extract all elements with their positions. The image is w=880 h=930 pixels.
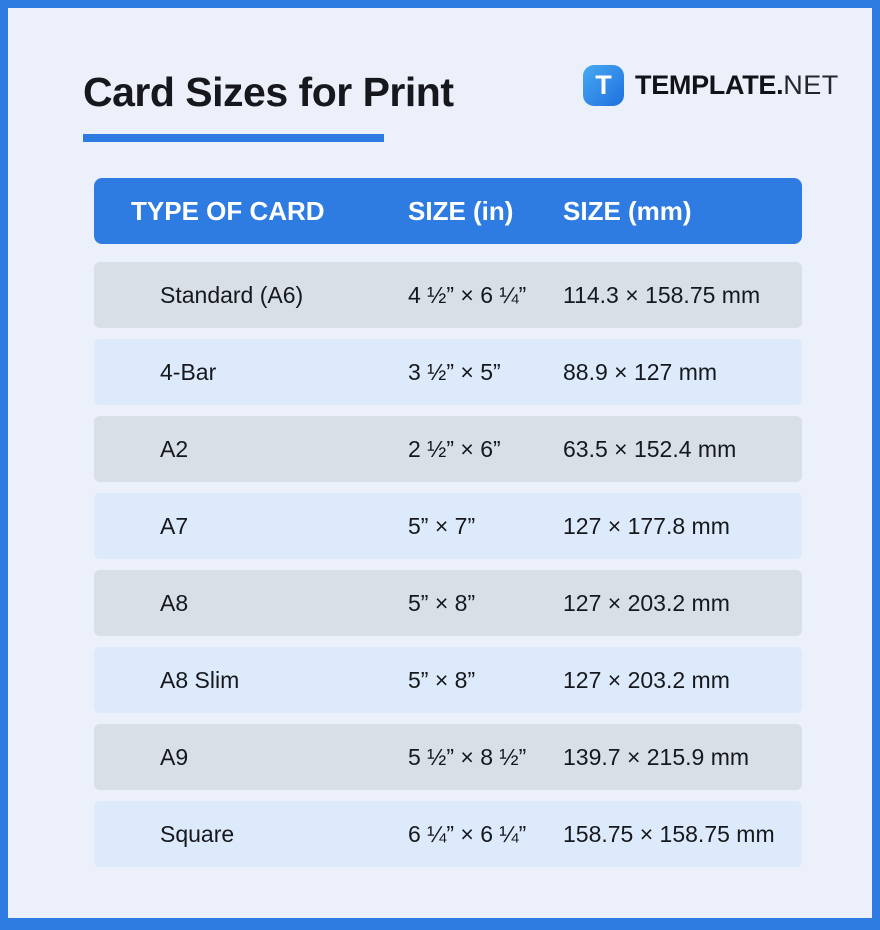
cell-size-in: 6 ¼” × 6 ¼” bbox=[408, 820, 527, 847]
cell-size-in: 4 ½” × 6 ¼” bbox=[408, 281, 527, 308]
cell-size-in: 3 ½” × 5” bbox=[408, 358, 501, 385]
column-header-size-in: SIZE (in) bbox=[408, 195, 514, 226]
cell-type-of-card: Square bbox=[160, 820, 235, 847]
cell-type-of-card: A8 Slim bbox=[160, 666, 240, 693]
page-title: Card Sizes for Print bbox=[83, 69, 454, 115]
column-header-size-mm: SIZE (mm) bbox=[563, 195, 692, 226]
cell-type-of-card: A7 bbox=[160, 512, 189, 539]
cell-size-in: 5” × 8” bbox=[408, 666, 476, 693]
cell-size-mm: 127 × 177.8 mm bbox=[563, 512, 730, 539]
card-sizes-table bbox=[94, 178, 802, 867]
cell-size-mm: 139.7 × 215.9 mm bbox=[563, 743, 750, 770]
table-row bbox=[94, 416, 802, 482]
table-header-row bbox=[94, 178, 802, 244]
brand-name bbox=[635, 65, 839, 106]
table-row bbox=[94, 570, 802, 636]
cell-size-mm: 127 × 203.2 mm bbox=[563, 666, 730, 693]
cell-type-of-card: A2 bbox=[160, 435, 189, 462]
cell-size-mm: 114.3 × 158.75 mm bbox=[563, 281, 761, 308]
cell-type-of-card: A8 bbox=[160, 589, 189, 616]
cell-size-mm: 63.5 × 152.4 mm bbox=[563, 435, 737, 462]
table-body bbox=[94, 262, 802, 867]
table-row bbox=[94, 801, 802, 867]
brand-name-light: NET bbox=[783, 70, 839, 100]
column-header-type-of-card: TYPE OF CARD bbox=[131, 195, 325, 226]
cell-type-of-card: Standard (A6) bbox=[160, 281, 304, 308]
table-row bbox=[94, 493, 802, 559]
title-underline bbox=[83, 134, 384, 142]
logo-letter: T bbox=[595, 70, 612, 100]
cell-size-mm: 127 × 203.2 mm bbox=[563, 589, 730, 616]
cell-size-in: 5 ½” × 8 ½” bbox=[408, 743, 527, 770]
table-row bbox=[94, 724, 802, 790]
cell-size-mm: 158.75 × 158.75 mm bbox=[563, 820, 775, 847]
cell-type-of-card: 4-Bar bbox=[160, 358, 217, 385]
table-row bbox=[94, 647, 802, 713]
cell-size-in: 5” × 7” bbox=[408, 512, 476, 539]
cell-size-in: 5” × 8” bbox=[408, 589, 476, 616]
table-row bbox=[94, 339, 802, 405]
template-logo-icon bbox=[583, 65, 624, 106]
table-row bbox=[94, 262, 802, 328]
cell-size-in: 2 ½” × 6” bbox=[408, 435, 501, 462]
brand-name-bold: TEMPLATE. bbox=[635, 70, 784, 100]
cell-type-of-card: A9 bbox=[160, 743, 189, 770]
brand-logo bbox=[583, 65, 839, 106]
cell-size-mm: 88.9 × 127 mm bbox=[563, 358, 718, 385]
